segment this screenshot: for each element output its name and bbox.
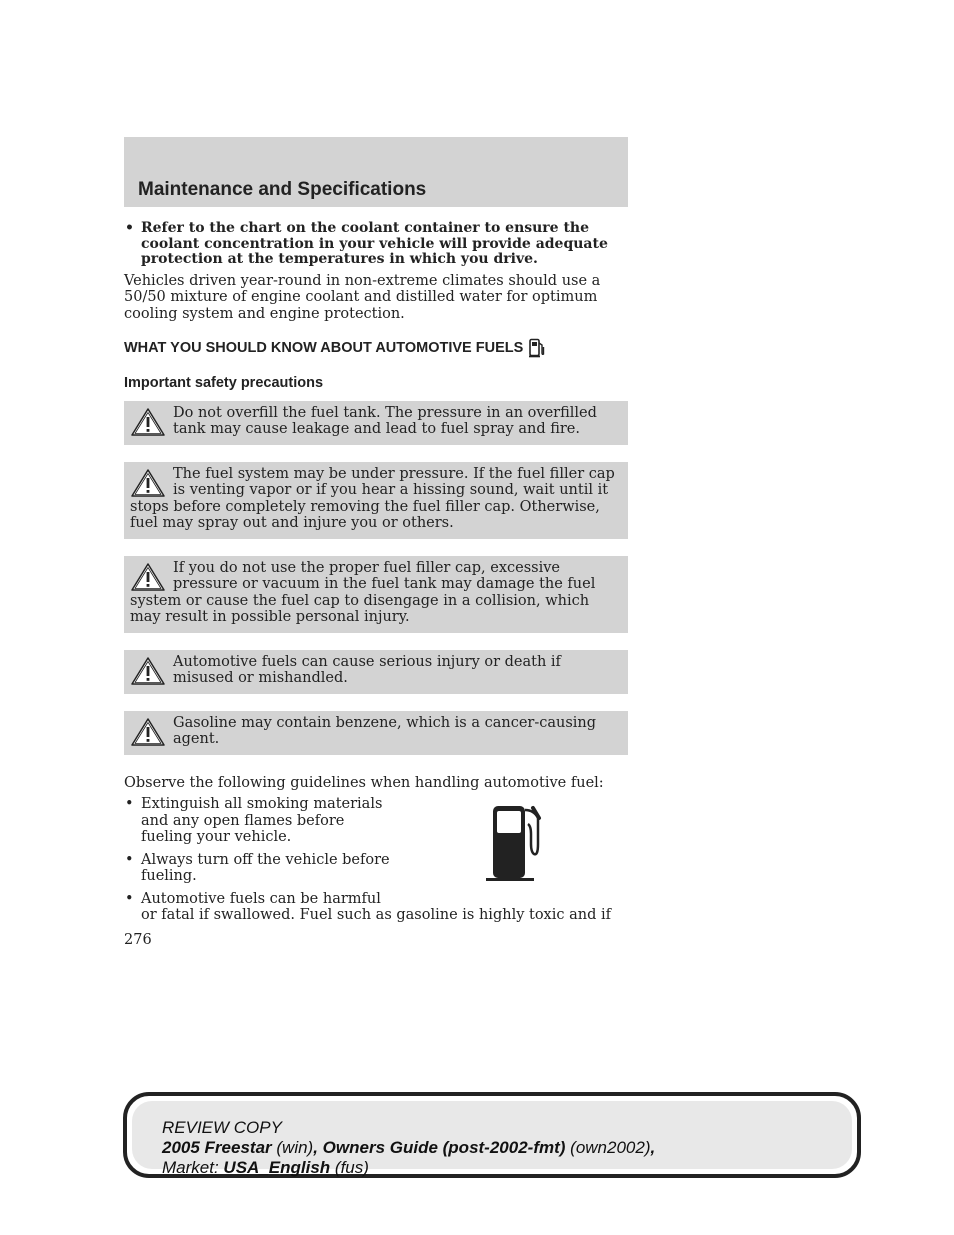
- footer-guide-code: (own2002): [570, 1138, 651, 1157]
- warning-text: The fuel system may be under pressure. If the fuel filler cap is venting vapor or if you hear a hissing sound, wait until it stops before completely removing the fuel filler cap. Otherwise, fuel may spray out and injure you or others.: [130, 465, 615, 531]
- warning-box: [124, 650, 628, 694]
- footer-guide: , Owners Guide (post-2002-fmt): [313, 1138, 566, 1157]
- list-item: • Extinguish all smoking materials and any open flames before fueling your vehicle.: [124, 796, 391, 846]
- footer-text: [162, 1118, 655, 1178]
- section-title-text: WHAT YOU SHOULD KNOW ABOUT AUTOMOTIVE FUELS: [124, 339, 524, 356]
- observe-text: Observe the following guidelines when handling automotive fuel:: [124, 774, 604, 791]
- warning-text: If you do not use the proper fuel filler cap, excessive pressure or vacuum in the fuel tank may damage the fuel system or cause the fuel cap to disengage in a collision, which may result in possible personal injury.: [130, 559, 596, 625]
- page-title: Maintenance and Specifications: [138, 179, 427, 200]
- warning-triangle-icon: [130, 562, 166, 592]
- page-number: 276: [124, 931, 152, 948]
- guidelines-list: [124, 796, 628, 924]
- fuel-pump-icon: [484, 804, 546, 884]
- intro-bullet: • Refer to the chart on the coolant container to ensure the coolant concentration in your vehicle will provide adequate protection at the temperatures in which you drive.: [124, 221, 628, 268]
- footer-comma: ,: [650, 1138, 656, 1157]
- list-item: • Always turn off the vehicle before fueling.: [124, 852, 391, 885]
- warning-box: [124, 462, 628, 539]
- warning-box: [124, 401, 628, 445]
- section-header-band: [124, 137, 628, 207]
- warning-triangle-icon: [130, 468, 166, 498]
- subsection-title: Important safety precautions: [124, 375, 324, 391]
- warning-text: Do not overfill the fuel tank. The pressure in an overfilled tank may cause leakage and lead to fuel spray and fire.: [173, 404, 597, 437]
- footer-market: USA_English: [223, 1158, 331, 1177]
- fuel-pump-icon: [529, 338, 545, 358]
- page-content: [124, 221, 628, 948]
- coolant-paragraph: Vehicles driven year-round in non-extreme climates should use a 50/50 mixture of engine coolant and distilled water for optimum cooling system and engine protection.: [124, 272, 601, 322]
- warning-triangle-icon: [130, 656, 166, 686]
- list-item: • Automotive fuels can be harmful: [124, 891, 628, 908]
- footer-market-label: Market:: [162, 1158, 219, 1177]
- warning-box: [124, 711, 628, 755]
- footer-line-3: [162, 1158, 655, 1178]
- footer-line-1: REVIEW COPY: [162, 1118, 282, 1137]
- footer-line-2: [162, 1138, 655, 1158]
- warning-box: [124, 556, 628, 633]
- warning-triangle-icon: [130, 407, 166, 437]
- continuation-text: or fatal if swallowed. Fuel such as gasoline is highly toxic and if: [141, 907, 611, 923]
- footer-model-code: (win): [276, 1138, 314, 1157]
- warning-text: Automotive fuels can cause serious injury or death if misused or mishandled.: [173, 653, 561, 686]
- warning-triangle-icon: [130, 717, 166, 747]
- section-title: [124, 338, 628, 358]
- footer-market-code: (fus): [334, 1158, 369, 1177]
- warning-text: Gasoline may contain benzene, which is a cancer-causing agent.: [173, 714, 597, 747]
- footer-model: 2005 Freestar: [162, 1138, 272, 1157]
